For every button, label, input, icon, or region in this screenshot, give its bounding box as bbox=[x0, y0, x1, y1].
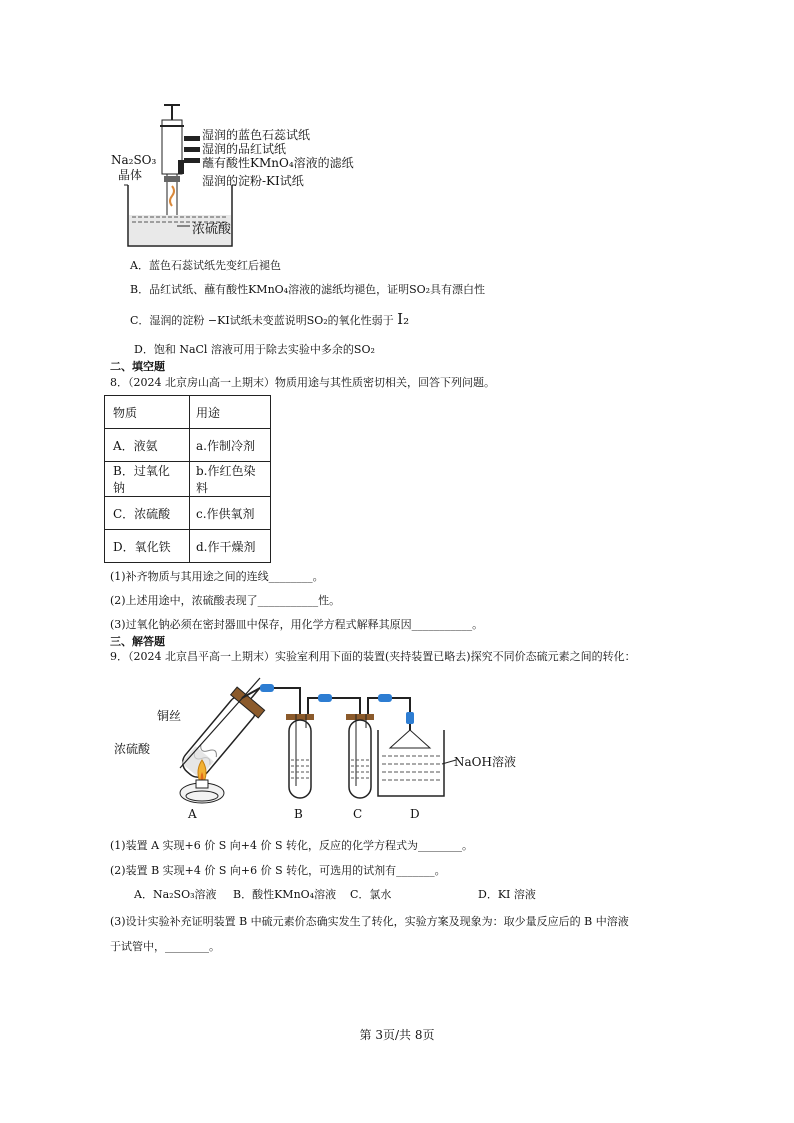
table-cell: c.作供氧剂 bbox=[190, 497, 271, 530]
table-row bbox=[105, 530, 271, 563]
table-cell: C．浓硫酸 bbox=[105, 497, 190, 530]
table-row bbox=[105, 429, 271, 462]
table-row bbox=[105, 497, 271, 530]
fig9-label-b: B bbox=[294, 807, 303, 821]
q9-option-a: A．Na₂SO₃溶液 bbox=[134, 888, 217, 901]
fig7-label-acid: 浓硫酸 bbox=[192, 222, 232, 237]
q9-part-3-line1: (3)设计实验补充证明装置 B 中硫元素价态确实发生了转化，实验方案及现象为：取少量反应后的 B 中溶液 bbox=[110, 915, 629, 928]
fig9-label-d: D bbox=[410, 807, 420, 821]
table-cell: d.作干燥剂 bbox=[190, 530, 271, 563]
q8-part-2: (2)上述用途中，浓硫酸表现了___________性。 bbox=[110, 594, 341, 607]
q9-part-1: (1)装置 A 实现+6 价 S 向+4 价 S 转化，反应的化学方程式为________。 bbox=[110, 839, 473, 852]
table-cell: b.作红色染料 bbox=[190, 462, 271, 497]
q8-stem: 8．（2024 北京房山高一上期末）物质用途与其性质密切相关，回答下列问题。 bbox=[110, 376, 495, 389]
section-2-heading: 二、填空题 bbox=[110, 360, 165, 373]
table-cell: A．液氨 bbox=[105, 429, 190, 462]
q7-option-b: B．品红试纸、蘸有酸性KMnO₄溶液的滤纸均褪色，证明SO₂具有漂白性 bbox=[130, 283, 486, 296]
fig9-label-acid: 浓硫酸 bbox=[114, 742, 151, 756]
fig9-label-copper: 铜丝 bbox=[157, 709, 182, 723]
fig9-label-a: A bbox=[188, 807, 197, 821]
q9-option-b: B．酸性KMnO₄溶液 bbox=[233, 888, 337, 901]
q7-option-d: D．饱和 NaCl 溶液可用于除去实验中多余的SO₂ bbox=[134, 343, 375, 356]
q9-option-d: D．KI 溶液 bbox=[478, 888, 536, 901]
fig7-label-na2so3: Na₂SO₃ bbox=[111, 153, 157, 167]
table-cell: D．氧化铁 bbox=[105, 530, 190, 563]
table-row bbox=[105, 396, 271, 429]
table-cell: B．过氧化钠 bbox=[105, 462, 190, 497]
fig9-label-c: C bbox=[353, 807, 363, 821]
table-cell: 物质 bbox=[105, 396, 190, 429]
q8-part-1: (1)补齐物质与其用途之间的连线________。 bbox=[110, 570, 324, 583]
q7-option-c-text: C．湿润的淀粉 −KI试纸未变蓝说明SO₂的氧化性弱于 bbox=[130, 314, 394, 327]
fig7-label-starch: 湿润的淀粉-KI试纸 bbox=[202, 174, 304, 188]
q8-part-3: (3)过氧化钠必须在密封器皿中保存，用化学方程式解释其原因___________。 bbox=[110, 618, 484, 631]
fig7-label-blue: 湿润的蓝色石蕊试纸 bbox=[202, 128, 311, 142]
q7-option-c-i2: I₂ bbox=[397, 310, 410, 328]
q9-option-c: C．氯水 bbox=[350, 888, 392, 901]
q8-table bbox=[104, 395, 271, 563]
table-cell: a.作制冷剂 bbox=[190, 429, 271, 462]
q9-apparatus-figure bbox=[110, 668, 540, 823]
fig9-label-naoh: NaOH溶液 bbox=[454, 755, 516, 769]
q9-part-2: (2)装置 B 实现+4 价 S 向+6 价 S 转化，可选用的试剂有_______。 bbox=[110, 864, 446, 877]
q7-option-a: A．蓝色石蕊试纸先变红后褪色 bbox=[130, 259, 281, 272]
fig7-label-kmno4: 蘸有酸性KMnO₄溶液的滤纸 bbox=[202, 156, 354, 170]
page-number-footer: 第 3页/共 8页 bbox=[359, 1028, 435, 1042]
fig7-label-crystal: 晶体 bbox=[118, 168, 143, 182]
fig7-label-pin: 湿润的品红试纸 bbox=[202, 142, 287, 156]
q9-part-3-line2: 于试管中，________。 bbox=[110, 940, 220, 953]
table-row bbox=[105, 462, 271, 497]
section-3-heading: 三、解答题 bbox=[110, 635, 165, 648]
table-cell: 用途 bbox=[190, 396, 271, 429]
q9-stem: 9．（2024 北京昌平高一上期末）实验室利用下面的装置(夹持装置已略去)探究不同价态硫元素之间的转化： bbox=[110, 650, 636, 663]
q7-option-c bbox=[130, 310, 409, 328]
